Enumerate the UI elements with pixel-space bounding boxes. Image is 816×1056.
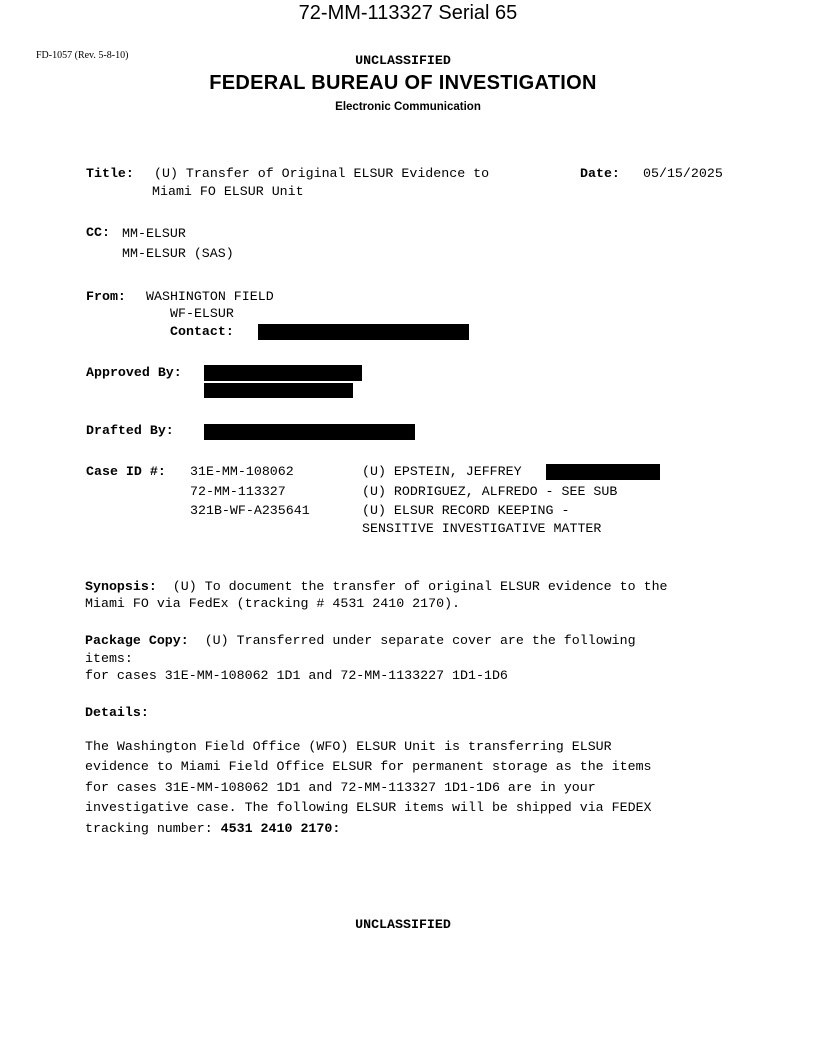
package-copy-cases: for cases 31E-MM-108062 1D1 and 72-MM-1133227 1D1-1D6	[85, 668, 508, 683]
cc-label: CC:	[86, 225, 110, 240]
case-id-number: 321B-WF-A235641	[190, 503, 310, 518]
tracking-number: 4531 2410 2170:	[220, 821, 341, 836]
classification-top: UNCLASSIFIED	[355, 53, 451, 68]
from-office: WASHINGTON FIELD	[146, 289, 274, 304]
details-line: The Washington Field Office (WFO) ELSUR Unit is transferring ELSUR	[85, 739, 612, 754]
details-line: investigative case. The following ELSUR items will be shipped via FEDEX	[85, 800, 652, 815]
case-id-description-continued: SENSITIVE INVESTIGATIVE MATTER	[362, 521, 602, 536]
synopsis-text-continued: Miami FO via FedEx (tracking # 4531 2410 2170).	[85, 596, 461, 611]
contact-redaction	[258, 324, 469, 340]
case-id-description: (U) RODRIGUEZ, ALFREDO - SEE SUB	[362, 484, 618, 499]
approver-redaction	[204, 383, 353, 398]
synopsis	[85, 579, 668, 594]
details-label: Details:	[85, 705, 149, 720]
case-id-number: 31E-MM-108062	[190, 464, 294, 479]
approved-by-label: Approved By:	[86, 365, 182, 380]
details-line	[85, 821, 340, 836]
drafter-redaction	[204, 424, 415, 440]
drafted-by-label: Drafted By:	[86, 423, 174, 438]
cc-item: MM-ELSUR	[122, 226, 186, 241]
title-label: Title:	[86, 166, 134, 181]
from-unit: WF-ELSUR	[170, 306, 234, 321]
title-line-1: (U) Transfer of Original ELSUR Evidence to	[154, 166, 490, 181]
document-type: Electronic Communication	[335, 101, 481, 113]
case-id-description: (U) EPSTEIN, JEFFREY	[362, 464, 522, 479]
form-number: FD-1057 (Rev. 5-8-10)	[36, 50, 129, 61]
date-value: 05/15/2025	[643, 166, 723, 181]
synopsis-label: Synopsis:	[85, 579, 157, 594]
package-copy-text-continued: items:	[85, 651, 133, 666]
date-label: Date:	[580, 166, 620, 181]
classification-bottom: UNCLASSIFIED	[355, 917, 451, 932]
serial-header: 72-MM-113327 Serial 65	[298, 2, 518, 24]
from-label: From:	[86, 289, 126, 304]
case-id-description: (U) ELSUR RECORD KEEPING -	[362, 503, 570, 518]
package-copy	[85, 633, 636, 648]
approver-redaction	[204, 365, 362, 381]
synopsis-text: (U) To document the transfer of original ELSUR evidence to the	[172, 579, 668, 594]
case-id-number: 72-MM-113327	[190, 484, 286, 499]
package-copy-text: (U) Transferred under separate cover are the following	[204, 633, 636, 648]
details-tracking-prefix: tracking number:	[85, 821, 221, 836]
cc-item: MM-ELSUR (SAS)	[122, 246, 234, 261]
contact-label: Contact:	[170, 324, 234, 339]
subject-redaction	[546, 464, 660, 480]
title-line-2: Miami FO ELSUR Unit	[152, 184, 304, 199]
case-id-label: Case ID #:	[86, 464, 166, 479]
agency-name: FEDERAL BUREAU OF INVESTIGATION	[209, 72, 597, 94]
package-copy-label: Package Copy:	[85, 633, 189, 648]
details-line: evidence to Miami Field Office ELSUR for permanent storage as the items	[85, 759, 652, 774]
details-line: for cases 31E-MM-108062 1D1 and 72-MM-113327 1D1-1D6 are in your	[85, 780, 596, 795]
